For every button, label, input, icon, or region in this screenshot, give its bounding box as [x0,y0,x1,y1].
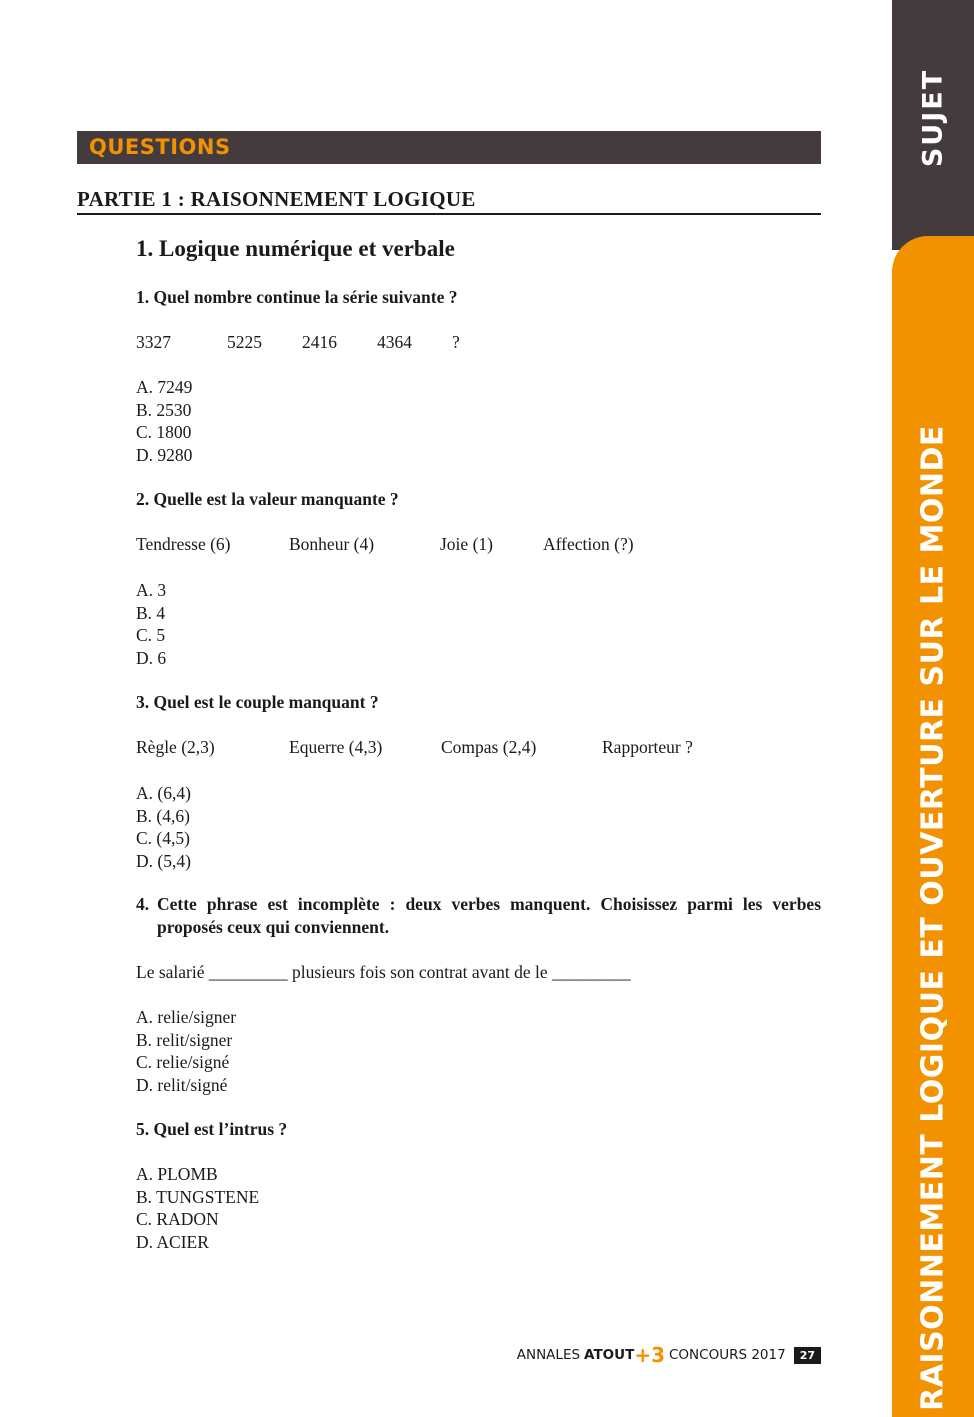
question-5-prompt: 5. Quel est l’intrus ? [136,1119,288,1139]
question-5-options [136,1163,259,1253]
option-a: A. 7249 [136,377,193,397]
option-b: B. relit/signer [136,1029,233,1050]
sidebar-top-label: SUJET [917,68,949,168]
question-1-options [136,376,192,466]
option-b: B. (4,6) [136,805,190,826]
option-a: A. (6,4) [136,783,191,803]
question-3-prompt: 3. Quel est le couple manquant ? [136,692,379,712]
question-4-prompt [136,893,821,939]
option-d: D. 6 [136,647,167,668]
option-b: B. 4 [136,602,166,623]
footer-suffix: CONCOURS 2017 [669,1347,786,1363]
series-item: 2416 [302,332,337,352]
word-item: Tendresse (6) [136,534,231,554]
part-title: PARTIE 1 : RAISONNEMENT LOGIQUE [77,187,821,215]
couple-item: Rapporteur ? [602,737,693,757]
option-c: C. RADON [136,1209,219,1230]
question-4-text: Cette phrase est incomplète : deux verbes manquent. Choisissez parmi les verbes proposés ceux qui conviennent. [157,894,821,937]
word-item: Bonheur (4) [289,534,375,554]
option-a: A. 3 [136,580,167,600]
series-item: 5225 [227,332,262,352]
option-d: D. 9280 [136,444,193,465]
question-3-items [136,737,821,761]
question-3-options [136,782,191,872]
question-4-sentence [136,962,821,986]
option-d: D. ACIER [136,1231,209,1252]
question-4-number: 4. [136,894,150,914]
option-a: A. relie/signer [136,1007,237,1027]
question-4-options [136,1006,236,1096]
word-item: Affection (?) [543,534,634,554]
option-b: B. TUNGSTENE [136,1186,260,1207]
section-title: 1. Logique numérique et verbale [136,236,455,261]
question-1-prompt: 1. Quel nombre continue la série suivante ? [136,287,458,307]
series-item: 3327 [136,332,171,352]
word-item: Joie (1) [440,534,493,554]
footer-brand-suffix: +3 [634,1343,665,1367]
footer-prefix: ANNALES [516,1347,581,1363]
option-c: C. relie/signé [136,1052,230,1073]
banner-title: QUESTIONS [89,135,231,159]
series-item: 4364 [377,332,412,352]
sentence-text: Le salarié _________ plusieurs fois son contrat avant de le _________ [136,962,631,982]
option-b: B. 2530 [136,399,192,420]
question-2-options [136,579,166,669]
couple-item: Equerre (4,3) [289,737,383,757]
footer-brand: ATOUT [584,1347,635,1363]
couple-item: Règle (2,3) [136,737,215,757]
questions-banner [77,131,821,164]
option-c: C. 1800 [136,422,192,443]
sidebar-main-label: RAISONNEMENT LOGIQUE ET OUVERTURE SUR LE MONDE [915,425,951,1411]
question-2-prompt: 2. Quelle est la valeur manquante ? [136,489,399,509]
option-c: C. (4,5) [136,828,190,849]
page-footer [517,1345,821,1365]
sidebar-top-tab [892,0,974,250]
option-d: D. (5,4) [136,850,191,871]
page-number: 27 [794,1347,821,1364]
option-d: D. relit/signé [136,1074,228,1095]
option-c: C. 5 [136,625,166,646]
option-a: A. PLOMB [136,1164,218,1184]
series-item: ? [452,332,460,352]
sidebar-main-tab [892,236,974,1417]
question-2-items [136,534,821,558]
couple-item: Compas (2,4) [441,737,537,757]
question-1-series [136,332,821,356]
